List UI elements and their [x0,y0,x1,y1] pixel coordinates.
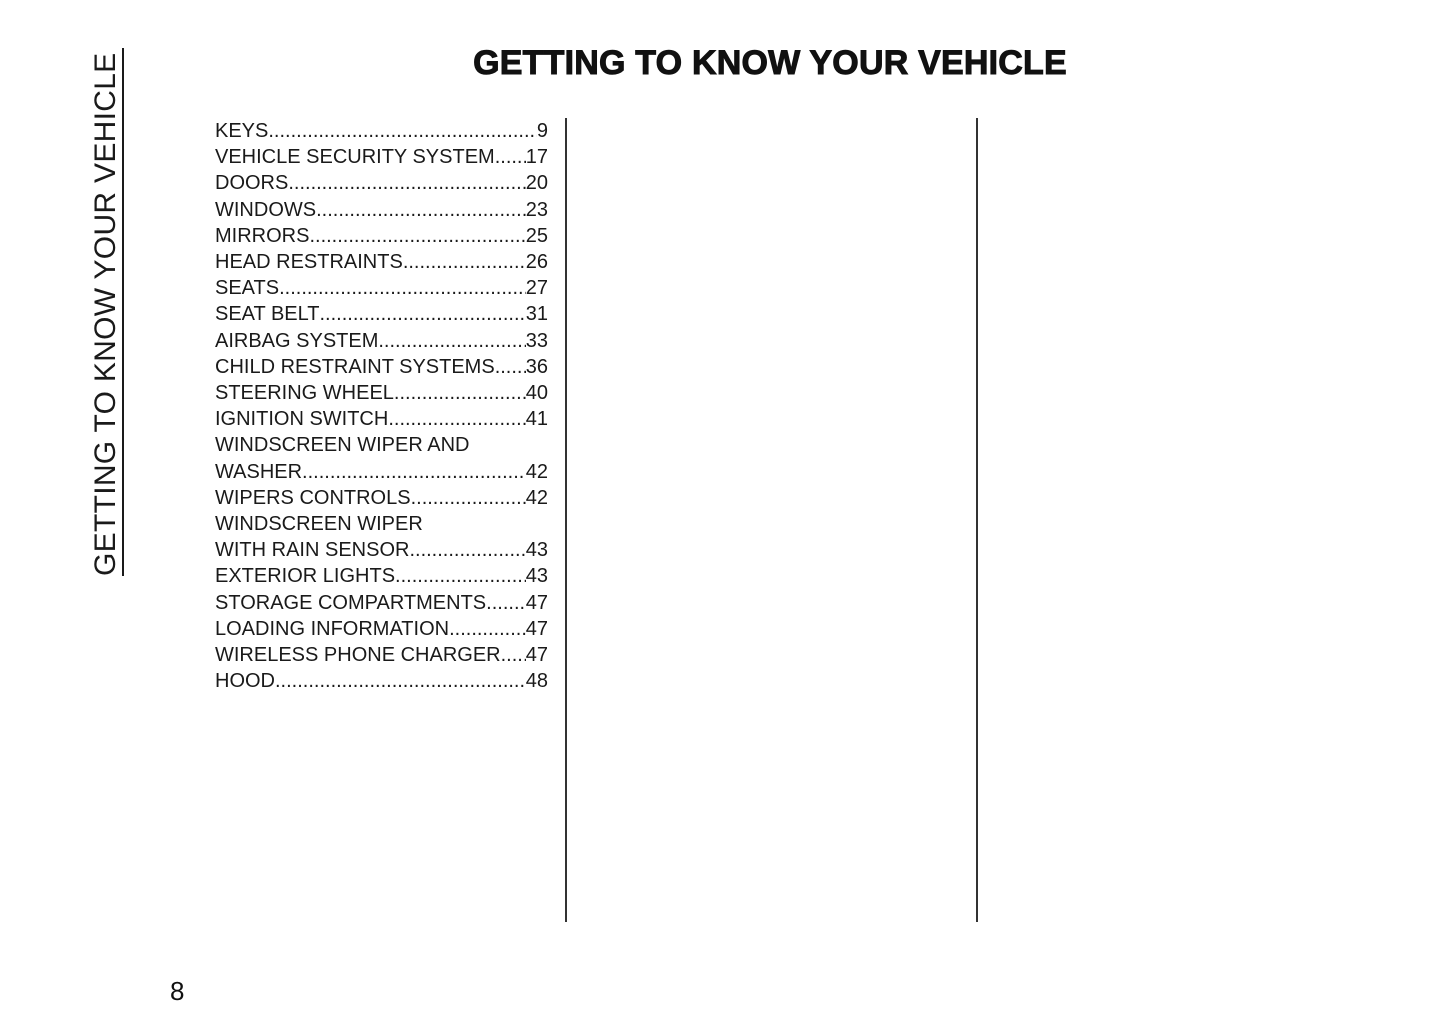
toc-leader-dots [378,328,525,354]
toc-entry-page: 20 [525,172,548,195]
toc-entry-label: STORAGE COMPARTMENTS [215,591,487,614]
toc-entry-label: SEAT BELT [215,303,320,326]
side-section-tab [88,48,124,576]
toc-leader-dots [388,406,525,432]
toc-entry-label: HOOD [215,670,275,693]
toc-entry-label: EXTERIOR LIGHTS [215,565,396,588]
toc-entry-label: SEATS [215,277,280,300]
toc-entry-loading-information[interactable] [215,616,548,642]
toc-entry-child-restraint-systems[interactable] [215,354,548,380]
toc-entry-hood[interactable] [215,668,548,694]
toc-entry-page: 40 [525,382,548,405]
toc-leader-dots [409,537,525,563]
toc-entry-label: DOORS [215,172,289,195]
toc-entry-label: WIRELESS PHONE CHARGER [215,644,501,667]
toc-entry-page: 33 [525,329,548,352]
toc-entry-page: 9 [536,120,548,142]
column-divider [565,118,567,922]
toc-leader-dots [275,668,526,694]
toc-entry-page: 47 [525,591,548,614]
toc-leader-dots [309,223,525,249]
toc-entry-page: 31 [525,303,548,326]
toc-entry-page: 27 [525,277,548,300]
toc-leader-dots [394,380,526,406]
toc-entry-label: LOADING INFORMATION [215,617,450,640]
toc-entry-label: STEERING WHEEL [215,382,394,405]
toc-entry-label: WINDOWS [215,198,317,221]
toc-leader-dots [316,197,526,223]
page-number: 8 [170,976,185,1006]
toc-leader-dots [319,301,525,327]
toc-entry-wipers-controls[interactable] [215,485,548,511]
toc-entry-label: IGNITION SWITCH [215,408,389,431]
toc-entry-page: 42 [525,486,548,509]
toc-leader-dots [288,170,525,196]
toc-entry-vehicle-security-system[interactable] [215,144,548,170]
toc-entry-page: 23 [525,198,548,221]
toc-entry-seat-belt[interactable] [215,301,548,327]
toc-entry-label: KEYS [215,120,269,142]
toc-entry-page: 17 [525,146,548,169]
toc-leader-dots [403,249,526,275]
toc-leader-dots [495,144,526,170]
toc-entry-page: 26 [525,251,548,274]
toc-entry-page: 25 [525,224,548,247]
toc-entry-exterior-lights[interactable] [215,563,548,589]
toc-entry-page: 47 [525,617,548,640]
column-divider [976,118,978,922]
toc-entry-seats[interactable] [215,275,548,301]
toc-entry-page: 43 [525,565,548,588]
toc-entry-windscreen-wiper-rain-sensor[interactable] [215,511,548,563]
toc-entry-page: 41 [525,408,548,431]
toc-entry-label: WIPERS CONTROLS [215,486,411,509]
toc-entry-page: 47 [525,644,548,667]
toc-leader-dots [268,118,537,144]
side-tab-rule [122,48,124,576]
toc-entry-label: MIRRORS [215,224,310,247]
toc-entry-mirrors[interactable] [215,223,548,249]
toc-leader-dots [449,616,526,642]
toc-entry-page: 48 [525,670,548,693]
toc-entry-label: CHILD RESTRAINT SYSTEMS [215,355,495,378]
toc-entry-label: VEHICLE SECURITY SYSTEM [215,146,495,169]
toc-entry-label: WITH RAIN SENSOR [215,539,410,562]
toc-entry-label: HEAD RESTRAINTS [215,251,403,274]
toc-entry-wireless-phone-charger[interactable] [215,642,548,668]
side-section-tab-label: GETTING TO KNOW YOUR VEHICLE [89,52,122,576]
toc-leader-dots [501,642,526,668]
toc-entry-keys[interactable] [215,118,548,144]
toc-entry-doors[interactable] [215,170,548,196]
toc-entry-windscreen-wiper-and-washer[interactable] [215,432,548,484]
toc-entry-label: AIRBAG SYSTEM [215,329,379,352]
toc-entry-page: 43 [525,539,548,562]
toc-entry-label-line1: WINDSCREEN WIPER AND [215,434,470,457]
toc-entry-label-line1: WINDSCREEN WIPER [215,513,423,536]
toc-leader-dots [486,590,526,616]
toc-leader-dots [395,563,526,589]
toc-entry-page: 36 [525,355,548,378]
toc-leader-dots [411,485,526,511]
table-of-contents [215,118,548,694]
toc-entry-label: WASHER [215,460,303,483]
toc-entry-airbag-system[interactable] [215,328,548,354]
toc-entry-ignition-switch[interactable] [215,406,548,432]
toc-leader-dots [495,354,526,380]
toc-leader-dots [302,459,526,485]
page-title: GETTING TO KNOW YOUR VEHICLE [473,44,1067,82]
toc-entry-head-restraints[interactable] [215,249,548,275]
toc-entry-storage-compartments[interactable] [215,590,548,616]
toc-entry-windows[interactable] [215,197,548,223]
toc-leader-dots [279,275,526,301]
toc-entry-steering-wheel[interactable] [215,380,548,406]
toc-entry-page: 42 [525,460,548,483]
